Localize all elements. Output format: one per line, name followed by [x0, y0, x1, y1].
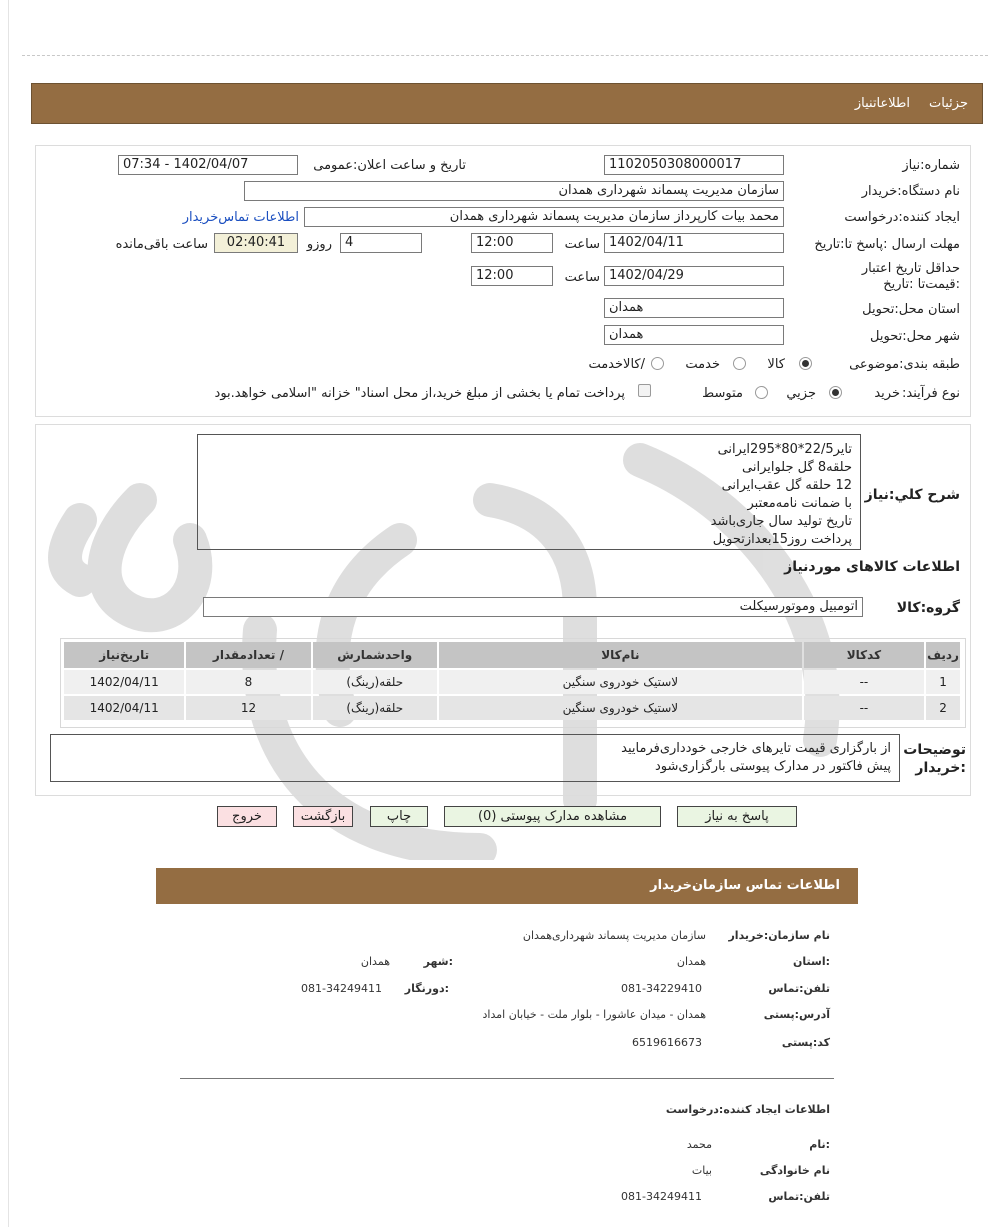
description-line: تاریخ تولید سال جاری‌باشد: [710, 514, 852, 529]
contact-province-value: همدان: [676, 955, 706, 968]
deadline-time-field: 12:00: [471, 233, 553, 253]
cell-code: --: [804, 696, 924, 720]
deadline-hour-label: ساعت: [564, 237, 600, 252]
contact-city-value: همدان: [360, 955, 390, 968]
category-goods-radio[interactable]: [799, 357, 812, 370]
contact-fax-value: 081-34249411: [301, 982, 382, 995]
process-medium-label: متوسط: [702, 386, 743, 401]
category-both-radio[interactable]: [651, 357, 664, 370]
creator-name-value: محمد: [686, 1138, 712, 1151]
contact-title: اطلاعات تماس سازمان‌خریدار: [650, 878, 840, 893]
cell-name: لاستیک خودروی سنگین: [439, 696, 802, 720]
province-label: استان محل:تحویل: [862, 302, 960, 317]
requester-field: محمد بیات کارپرداز سازمان مدیریت پسماند شهرداری همدان: [304, 207, 784, 227]
contact-divider: [180, 1078, 834, 1079]
cell-row: 2: [926, 696, 960, 720]
announce-datetime-field: 1402/04/07 - 07:34: [118, 155, 298, 175]
buyer-notes-label: توضیحات :خریدار: [903, 742, 966, 776]
contact-phone-label: تلفن:تماس: [768, 982, 830, 995]
goods-table: [62, 640, 962, 722]
cell-name: لاستیک خودروی سنگین: [439, 670, 802, 694]
table-row: [64, 670, 960, 694]
province-field: همدان: [604, 298, 784, 318]
cell-unit: حلقه(رینگ): [313, 670, 437, 694]
goods-group-label: گروه:کالا: [896, 600, 960, 616]
need-number-field: 1102050308000017: [604, 155, 784, 175]
category-goods-label: کالا: [767, 357, 785, 372]
view-attachments-button[interactable]: مشاهده مدارک پیوستی (0): [444, 806, 661, 827]
col-need-date: تاریخ‌نیاز: [64, 642, 184, 668]
buyer-notes-line: از بارگزاری قیمت تایرهای خارجی خودداری‌فرمایید: [621, 741, 891, 756]
city-field: همدان: [604, 325, 784, 345]
tab-details[interactable]: جزئیات: [929, 96, 968, 111]
creator-phone-value: 081-34249411: [621, 1190, 702, 1203]
creator-family-label: نام خانوادگی: [759, 1164, 830, 1177]
cell-date: 1402/04/11: [64, 696, 184, 720]
table-row: [64, 696, 960, 720]
buyer-notes-box: [50, 734, 900, 782]
city-label: شهر محل:تحویل: [870, 329, 960, 344]
announce-label: تاریخ و ساعت اعلان:عمومی: [313, 158, 466, 173]
buyer-notes-line: پیش فاکتور در مدارک پیوستی بارگزاری‌شود: [654, 759, 891, 774]
print-button[interactable]: چاپ: [370, 806, 428, 827]
contact-fax-label: :دورنگار: [404, 982, 449, 995]
category-label: طبقه بندی:موضوعی: [849, 357, 960, 372]
col-code: کدکالا: [804, 642, 924, 668]
col-unit: واحدشمارش: [313, 642, 437, 668]
remaining-label: ساعت باقی‌مانده: [115, 237, 208, 252]
buyer-contact-link[interactable]: اطلاعات تماس‌خریدار: [182, 210, 299, 225]
back-button[interactable]: بازگشت: [293, 806, 353, 827]
col-quantity: / تعدادمقدار: [186, 642, 310, 668]
tab-need-info[interactable]: اطلاعاتنیاز: [854, 96, 910, 111]
category-service-radio[interactable]: [733, 357, 746, 370]
requester-label: ایجاد کننده:درخواست: [844, 210, 960, 225]
creator-family-value: بیات: [691, 1164, 712, 1177]
goods-table-header: [64, 642, 960, 668]
contact-org-value: سازمان مدیریت پسماند شهرداری‌همدان: [522, 929, 706, 942]
cell-date: 1402/04/11: [64, 670, 184, 694]
col-name: نام‌کالا: [439, 642, 802, 668]
contact-address-label: آدرس:پستی: [763, 1008, 830, 1021]
process-medium-radio[interactable]: [755, 386, 768, 399]
validity-date-field: 1402/04/29: [604, 266, 784, 286]
creator-title: اطلاعات ایجاد کننده:درخواست: [665, 1103, 830, 1116]
validity-hour-label: ساعت: [564, 270, 600, 285]
goods-section-title: اطلاعات کالاهای موردنیاز: [784, 559, 960, 575]
cell-code: --: [804, 670, 924, 694]
buyer-org-field: سازمان مدیریت پسماند شهرداری همدان: [244, 181, 784, 201]
validity-time-field: 12:00: [471, 266, 553, 286]
description-line: حلقه8 گل جلوایرانی: [742, 460, 852, 475]
contact-address-value: همدان - میدان عاشورا - بلوار ملت - خیابان امداد: [482, 1008, 706, 1021]
validity-label: حداقل تاریخ اعتبار :قیمت‌تا :تاریخ: [861, 261, 960, 292]
days-label: روزو: [306, 237, 332, 252]
description-line: تایر22/5*80*295ایرانی: [717, 442, 852, 457]
reply-button[interactable]: پاسخ به نیاز: [677, 806, 797, 827]
contact-city-label: :شهر: [423, 955, 453, 968]
process-buy-label: خرید: [874, 386, 900, 401]
cell-quantity: 12: [186, 696, 310, 720]
contact-postal-label: کد:پستی: [781, 1036, 830, 1049]
cell-quantity: 8: [186, 670, 310, 694]
buyer-org-label: نام دستگاه:خریدار: [861, 184, 960, 199]
payment-treasury-checkbox[interactable]: [638, 384, 651, 397]
page-title-bar: [31, 83, 983, 124]
contact-phone-value: 081-34229410: [621, 982, 702, 995]
deadline-date-field: 1402/04/11: [604, 233, 784, 253]
need-number-label: شماره:نیاز: [902, 158, 960, 173]
description-label: شرح کلي:نیاز: [864, 487, 960, 503]
process-minor-radio[interactable]: [829, 386, 842, 399]
description-box: [197, 434, 861, 550]
contact-org-label: نام سازمان:خریدار: [728, 929, 830, 942]
left-border: [8, 0, 9, 1227]
remaining-timer: 02:40:41: [214, 233, 298, 253]
contact-postal-value: 6519616673: [632, 1036, 702, 1049]
goods-group-field: اتومبیل وموتورسیکلت: [203, 597, 863, 617]
col-row: ردیف: [926, 642, 960, 668]
cell-unit: حلقه(رینگ): [313, 696, 437, 720]
top-divider: [22, 55, 988, 56]
creator-name-label: :نام: [809, 1138, 830, 1151]
description-line: پرداخت روز15بعدازتحویل: [712, 532, 852, 547]
contact-province-label: :استان: [793, 955, 830, 968]
description-line: با ضمانت نامه‌معتبر: [747, 496, 852, 511]
creator-phone-label: تلفن:تماس: [768, 1190, 830, 1203]
days-field: 4: [340, 233, 422, 253]
category-both-label: /کالاخدمت: [588, 357, 645, 372]
process-label: نوع فرآیند:: [902, 386, 960, 401]
deadline-label: مهلت ارسال :پاسخ تا:تاریخ: [814, 237, 960, 252]
process-minor-label: جزیي: [786, 386, 816, 401]
category-service-label: خدمت: [685, 357, 720, 372]
exit-button[interactable]: خروج: [217, 806, 277, 827]
contact-title-bar: [156, 868, 858, 904]
description-line: 12 حلقه گل عقب‌ایرانی: [721, 478, 852, 493]
payment-treasury-label: پرداخت تمام یا بخشی از مبلغ خرید،از محل اسناد" خزانه "اسلامی خواهد.بود: [214, 386, 625, 401]
cell-row: 1: [926, 670, 960, 694]
